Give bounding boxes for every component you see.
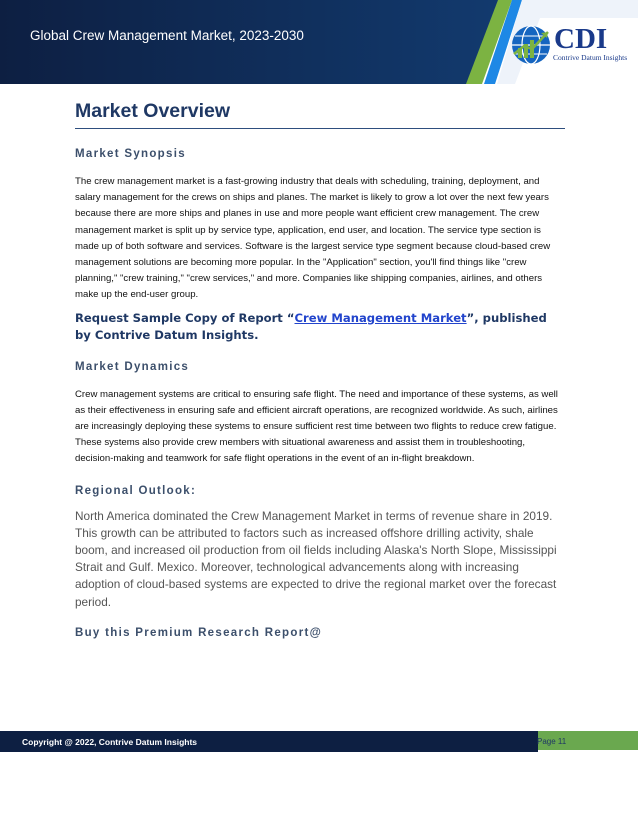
- globe-icon: [510, 24, 552, 66]
- main-content: [75, 100, 565, 639]
- copyright-text: Copyright @ 2022, Contrive Datum Insights: [22, 737, 198, 747]
- crew-management-market-link[interactable]: Crew Management Market: [294, 310, 467, 325]
- regional-heading: Regional Outlook:: [75, 484, 197, 497]
- synopsis-text: The crew management market is a fast-growing industry that deals with scheduling, training, deployment, and salary management for the crews on ships and planes. The market is likely to grow a lot over the next few years because there are more ships and planes in use and more people want efficient crew management. The crew management market is split up by service type, application, end user, and location. The service type section is made up of both software and services. Software is the largest service type segment because cloud-based crew management solutions are becoming more popular. In the "Application" section, you'll find things like "crew planning," "crew training," "crew services," and more. Companies like shipping companies, airlines, and others make up the end-user group.: [75, 176, 551, 301]
- buy-report-heading[interactable]: Buy this Premium Research Report@: [75, 626, 323, 639]
- page-title: Market Overview: [75, 100, 565, 129]
- dynamics-heading: Market Dynamics: [75, 360, 190, 373]
- logo-wordmark: CDI: [554, 23, 608, 55]
- regional-text: North America dominated the Crew Management Market in terms of revenue share in 2019. This growth can be attributed to factors such as increased offshore drilling activity, shale boom, and increased oil production from oil fields including Alaska's North Slope, Mississippi Strait and Gulf. Mexico. Moreover, technological advancements along with increasing adoption of cloud-based systems are expected to drive the regional market over the forecast period.: [75, 508, 557, 609]
- page-footer: [0, 731, 538, 752]
- dynamics-text: Crew management systems are critical to ensuring safe flight. The need and importance of these systems, as well as their effectiveness in ensuring safe and efficient aircraft operations, are recognized worldwide. As such, airlines are increasingly deploying these systems to ensure sufficient rest time between two flights to reduce crew fatigue. These systems also provide crew members with situational awareness and assist them in troubleshooting, decision-making and teamwork for safe flight operations in the event of an in-flight breakdown.: [75, 388, 558, 465]
- document-title: Global Crew Management Market, 2023-2030: [30, 28, 304, 43]
- page-number: Page 11: [537, 737, 567, 746]
- cdi-logo: [510, 22, 635, 70]
- request-sample-text: [75, 310, 565, 344]
- logo-subtitle: Contrive Datum Insights: [553, 53, 628, 62]
- request-suffix: ”, published by Contrive Datum Insights.: [75, 310, 547, 342]
- page-header: [0, 0, 638, 84]
- synopsis-heading: Market Synopsis: [75, 148, 186, 160]
- request-prefix: Request Sample Copy of Report “: [75, 310, 295, 325]
